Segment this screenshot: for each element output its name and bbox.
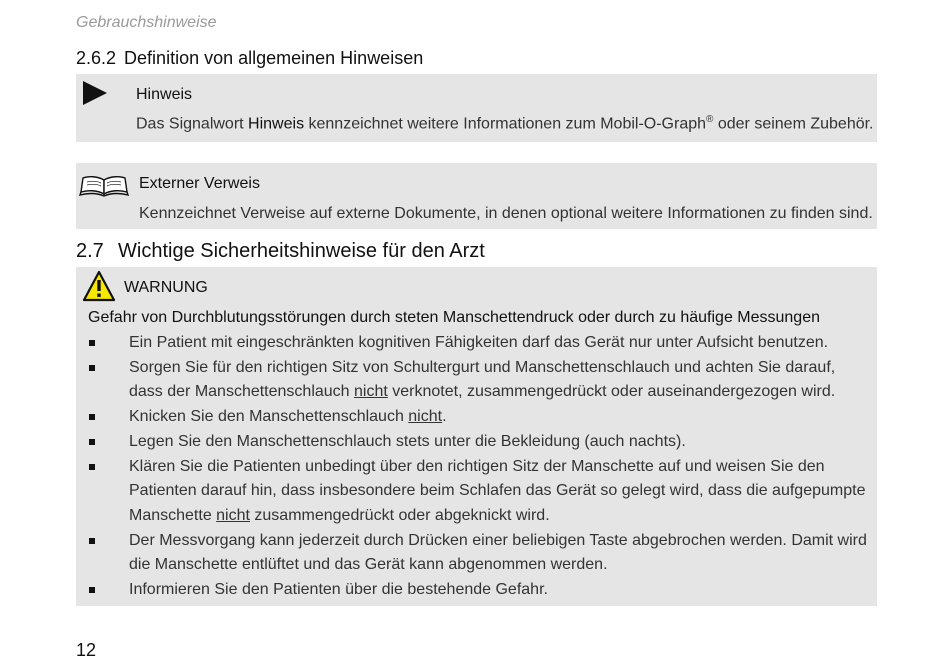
bullet-square: [89, 587, 95, 593]
warning-list: [88, 331, 868, 603]
list-item-text: Legen Sie den Manschettenschlauch stets unter die Bekleidung (auch nachts).: [129, 432, 686, 450]
section-heading: [76, 240, 485, 263]
section-title: Wichtige Sicherheitshinweise für den Arzt: [118, 240, 485, 262]
hinweis-text-pre: Das Signalwort: [136, 115, 249, 133]
underlined-word: nicht: [354, 383, 388, 401]
list-item-text: Informieren Sie den Patienten über die bestehende Gefahr.: [129, 581, 548, 599]
list-item: [88, 405, 868, 430]
subsection-number: 2.6.2: [76, 48, 117, 68]
list-item-text: Knicken Sie den Manschettenschlauch: [129, 408, 409, 426]
open-book-icon: [79, 175, 129, 197]
hinweis-title: Hinweis: [136, 86, 193, 103]
list-item: [88, 455, 868, 529]
warning-box: [76, 267, 877, 606]
extern-text: Kennzeichnet Verweise auf externe Dokumente, in denen optional weitere Informationen zu finden sind.: [139, 205, 873, 222]
list-item-text: Ein Patient mit eingeschränkten kognitiven Fähigkeiten darf das Gerät nur unter Aufsicht benutzen.: [129, 334, 829, 351]
list-item-line: Klären Sie die Patienten unbedingt über den richtigen Sitz der Manschette auf und weisen Sie den: [129, 457, 825, 475]
hinweis-text-keyword: Hinweis: [248, 115, 305, 133]
bullet-square: [89, 414, 95, 420]
list-item-line: Patienten darauf hin, dass insbesondere beim Schlafen das Gerät so gelegt wird, dass die aufgepumpte: [129, 482, 866, 500]
list-item: [88, 356, 868, 405]
arrow-right-icon: [82, 80, 108, 106]
list-item: [88, 529, 868, 578]
bullet-square: [89, 340, 95, 346]
bullet-square: [89, 439, 95, 445]
list-item: [88, 430, 868, 455]
hinweis-text-mid: kennzeichnet weitere Informationen zum Mobil-O-Graph: [304, 115, 707, 133]
list-item-line: verknotet, zusammengedrückt oder auseinandergezogen wird.: [387, 383, 836, 401]
list-item-line: Manschette: [129, 506, 217, 524]
warning-triangle-icon: [82, 270, 116, 302]
bullet-square: [89, 538, 95, 544]
hinweis-text: [136, 114, 874, 133]
section-number: 2.7: [76, 240, 104, 262]
list-item-line: zusammengedrückt oder abgeknickt wird.: [249, 506, 550, 524]
bullet-square: [89, 365, 95, 371]
subsection-heading: [76, 48, 423, 69]
running-header: Gebrauchshinweise: [76, 14, 217, 31]
underlined-word: nicht: [408, 408, 443, 426]
list-item-line: Sorgen Sie für den richtigen Sitz von Schultergurt und Manschettenschlauch und achten Sie darauf,: [129, 358, 836, 376]
bullet-square: [89, 464, 95, 470]
list-item-line: Der Messvorgang kann jederzeit durch Drücken einer beliebigen Taste abgebrochen werden. Damit wird: [129, 531, 867, 549]
list-item-line: dass der Manschettenschlauch: [129, 383, 355, 401]
warning-label: WARNUNG: [124, 279, 208, 296]
list-item-text: .: [442, 408, 447, 426]
subsection-title: Definition von allgemeinen Hinweisen: [124, 48, 424, 68]
warning-subtitle: Gefahr von Durchblutungsstörungen durch steten Manschettendruck oder durch zu häufige Messungen: [88, 309, 820, 326]
underlined-word: nicht: [216, 506, 250, 524]
page-number: 12: [76, 640, 97, 660]
hinweis-box: [76, 74, 877, 142]
extern-title: Externer Verweis: [139, 175, 260, 192]
list-item-line: die Manschette entlüftet und das Gerät kann abgenommen werden.: [129, 556, 608, 574]
extern-box: [76, 163, 877, 229]
list-item: [88, 578, 868, 603]
registered-mark: ®: [706, 114, 714, 125]
list-item: [88, 331, 868, 356]
hinweis-text-post: oder seinem Zubehör.: [713, 115, 874, 133]
